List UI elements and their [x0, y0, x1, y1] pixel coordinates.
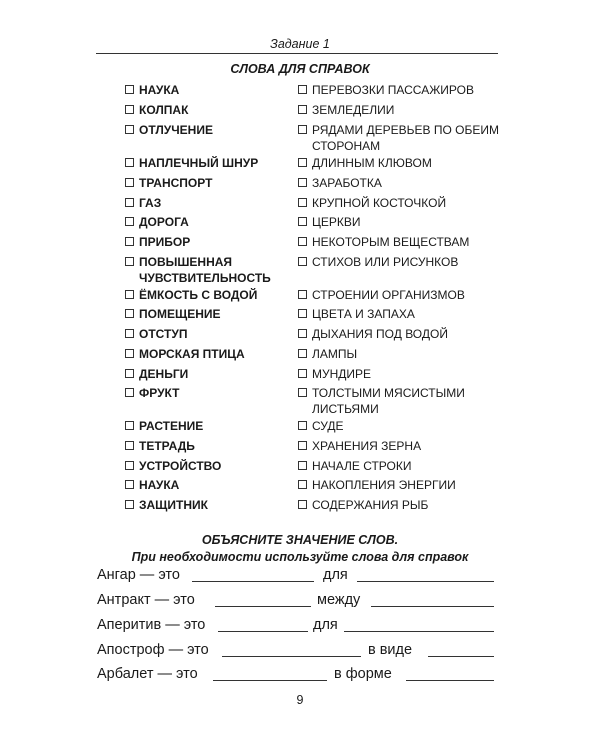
task-instructions — [0, 532, 600, 566]
term-label: Апостроф — это — [97, 642, 209, 658]
left-word-item — [125, 175, 285, 191]
checkbox[interactable] — [125, 480, 134, 489]
right-word-item — [298, 195, 508, 211]
left-word-text: ТРАНСПОРТ — [139, 176, 213, 190]
left-word-item — [125, 234, 285, 250]
left-word-item — [125, 438, 285, 454]
connector-label: в форме — [334, 666, 392, 682]
right-word-text: ХРАНЕНИЯ ЗЕРНА — [312, 439, 422, 453]
definition-row — [97, 614, 497, 636]
checkbox[interactable] — [298, 105, 307, 114]
right-word-text: ТОЛСТЫМИ МЯСИСТЫМИ ЛИСТЬЯМИ — [312, 386, 465, 416]
right-word-item — [298, 346, 508, 362]
right-word-text: НЕКОТОРЫМ ВЕЩЕСТВАМ — [312, 235, 470, 249]
checkbox[interactable] — [125, 421, 134, 430]
checkbox[interactable] — [125, 329, 134, 338]
right-word-text: ДЫХАНИЯ ПОД ВОДОЙ — [312, 327, 448, 341]
checkbox[interactable] — [125, 125, 134, 134]
right-word-item — [298, 234, 508, 250]
left-word-item — [125, 326, 285, 342]
connector-label: в виде — [368, 642, 413, 658]
left-word-text: ГАЗ — [139, 196, 162, 210]
left-word-item — [125, 477, 285, 493]
left-word-text: НАУКА — [139, 478, 180, 492]
left-word-text: ЁМКОСТЬ С ВОДОЙ — [139, 288, 258, 302]
checkbox[interactable] — [298, 349, 307, 358]
checkbox[interactable] — [125, 158, 134, 167]
left-word-text: ОТЛУЧЕНИЕ — [139, 123, 213, 137]
left-word-item — [125, 458, 285, 474]
term-label: Ангар — это — [97, 567, 180, 583]
right-word-item — [298, 326, 508, 342]
header-divider — [96, 53, 498, 54]
checkbox[interactable] — [298, 290, 307, 299]
checkbox[interactable] — [125, 257, 134, 266]
connector-label: для — [313, 617, 338, 633]
left-word-text: ЗАЩИТНИК — [139, 498, 208, 512]
checkbox[interactable] — [125, 369, 134, 378]
right-word-item — [298, 418, 508, 434]
answer-blank[interactable] — [344, 631, 494, 632]
right-word-text: ПЕРЕВОЗКИ ПАССАЖИРОВ — [312, 83, 474, 97]
left-word-text: ПОМЕЩЕНИЕ — [139, 307, 221, 321]
left-word-text: УСТРОЙСТВО — [139, 459, 222, 473]
right-word-text: СУДЕ — [312, 419, 344, 433]
left-word-item — [125, 82, 285, 98]
right-word-text: СТРОЕНИИ ОРГАНИЗМОВ — [312, 288, 465, 302]
right-word-item — [298, 214, 508, 230]
right-word-text: ЗАРАБОТКА — [312, 176, 382, 190]
right-word-text: МУНДИРЕ — [312, 367, 372, 381]
left-word-item — [125, 214, 285, 230]
right-word-item — [298, 306, 508, 322]
checkbox[interactable] — [125, 105, 134, 114]
right-word-text: ЛАМПЫ — [312, 347, 358, 361]
answer-blank[interactable] — [371, 606, 494, 607]
left-word-text: КОЛПАК — [139, 103, 189, 117]
answer-blank[interactable] — [218, 631, 308, 632]
right-word-item — [298, 458, 508, 474]
checkbox[interactable] — [125, 178, 134, 187]
checkbox[interactable] — [298, 480, 307, 489]
right-word-item — [298, 102, 508, 118]
checkbox[interactable] — [298, 309, 307, 318]
right-word-item — [298, 366, 508, 382]
right-word-text: СОДЕРЖАНИЯ РЫБ — [312, 498, 429, 512]
checkbox[interactable] — [298, 178, 307, 187]
checkbox[interactable] — [298, 85, 307, 94]
checkbox[interactable] — [298, 198, 307, 207]
left-word-text: НАУКА — [139, 83, 180, 97]
definition-row — [97, 639, 497, 661]
left-word-item — [125, 102, 285, 118]
checkbox[interactable] — [125, 85, 134, 94]
checkbox[interactable] — [125, 217, 134, 226]
right-word-item — [298, 287, 508, 303]
definition-row — [97, 663, 497, 685]
term-label: Антракт — это — [97, 592, 195, 608]
answer-blank[interactable] — [213, 680, 327, 681]
checkbox[interactable] — [125, 349, 134, 358]
left-word-text: МОРСКАЯ ПТИЦА — [139, 347, 245, 361]
left-word-text: ПРИБОР — [139, 235, 191, 249]
left-word-text: НАПЛЕЧНЫЙ ШНУР — [139, 156, 259, 170]
right-word-item — [298, 122, 508, 154]
checkbox[interactable] — [125, 237, 134, 246]
left-word-text: ОТСТУП — [139, 327, 188, 341]
answer-blank[interactable] — [222, 656, 361, 657]
task-title-line1: ОБЪЯСНИТЕ ЗНАЧЕНИЕ СЛОВ. — [201, 533, 399, 547]
right-word-item — [298, 477, 508, 493]
left-word-item — [125, 195, 285, 211]
left-word-item — [125, 346, 285, 362]
left-word-text: РАСТЕНИЕ — [139, 419, 204, 433]
left-word-item — [125, 306, 285, 322]
right-word-item — [298, 497, 508, 513]
right-word-item — [298, 175, 508, 191]
left-word-text: ПОВЫШЕННАЯ ЧУВСТВИТЕЛЬНОСТЬ — [139, 255, 271, 285]
right-word-text: ЗЕМЛЕДЕЛИИ — [312, 103, 395, 117]
checkbox[interactable] — [125, 500, 134, 509]
left-word-text: ТЕТРАДЬ — [139, 439, 195, 453]
checkbox[interactable] — [298, 217, 307, 226]
left-word-item — [125, 287, 285, 303]
checkbox[interactable] — [298, 257, 307, 266]
checkbox[interactable] — [298, 461, 307, 470]
checkbox[interactable] — [298, 441, 307, 450]
header-task-label: Задание 1 — [270, 37, 330, 51]
checkbox[interactable] — [125, 198, 134, 207]
checkbox[interactable] — [298, 388, 307, 397]
right-word-text: ЦЕРКВИ — [312, 215, 361, 229]
right-word-item — [298, 385, 488, 417]
connector-label: для — [323, 567, 348, 583]
right-word-item — [298, 438, 508, 454]
checkbox[interactable] — [298, 158, 307, 167]
checkbox[interactable] — [125, 290, 134, 299]
answer-blank[interactable] — [192, 581, 314, 582]
checkbox[interactable] — [298, 369, 307, 378]
term-label: Арбалет — это — [97, 666, 198, 682]
right-word-text: ЦВЕТА И ЗАПАХА — [312, 307, 415, 321]
answer-blank[interactable] — [215, 606, 311, 607]
right-word-item — [298, 82, 508, 98]
answer-blank[interactable] — [357, 581, 494, 582]
right-word-text: ДЛИННЫМ КЛЮВОМ — [312, 156, 432, 170]
left-word-item — [125, 385, 285, 401]
definition-row — [97, 589, 497, 611]
checkbox[interactable] — [125, 441, 134, 450]
left-word-text: ФРУКТ — [139, 386, 180, 400]
right-word-item — [298, 155, 508, 171]
right-word-text: СТИХОВ ИЛИ РИСУНКОВ — [312, 255, 459, 269]
left-word-item — [125, 155, 285, 171]
checkbox[interactable] — [298, 125, 307, 134]
left-word-text: ДОРОГА — [139, 215, 189, 229]
right-word-text: НАЧАЛЕ СТРОКИ — [312, 459, 412, 473]
right-word-text: КРУПНОЙ КОСТОЧКОЙ — [312, 196, 447, 210]
right-word-text: НАКОПЛЕНИЯ ЭНЕРГИИ — [312, 478, 456, 492]
checkbox[interactable] — [298, 237, 307, 246]
checkbox[interactable] — [298, 500, 307, 509]
right-word-text: РЯДАМИ ДЕРЕВЬЕВ ПО ОБЕИМ СТОРОНАМ — [312, 123, 499, 153]
right-word-item — [298, 254, 508, 270]
left-word-item — [125, 254, 275, 286]
answer-blank[interactable] — [428, 656, 494, 657]
left-word-item — [125, 122, 285, 138]
definition-row — [97, 564, 497, 586]
task-title-line2: При необходимости используйте слова для справок — [131, 550, 469, 564]
checkbox[interactable] — [125, 309, 134, 318]
reference-title: СЛОВА ДЛЯ СПРАВОК — [230, 62, 370, 76]
answer-blank[interactable] — [406, 680, 494, 681]
checkbox[interactable] — [298, 421, 307, 430]
term-label: Аперитив — это — [97, 617, 206, 633]
left-word-text: ДЕНЬГИ — [139, 367, 189, 381]
page-number: 9 — [296, 693, 304, 707]
left-word-item — [125, 497, 285, 513]
connector-label: между — [317, 592, 361, 608]
checkbox[interactable] — [125, 461, 134, 470]
left-word-item — [125, 418, 285, 434]
checkbox[interactable] — [125, 388, 134, 397]
left-word-item — [125, 366, 285, 382]
checkbox[interactable] — [298, 329, 307, 338]
